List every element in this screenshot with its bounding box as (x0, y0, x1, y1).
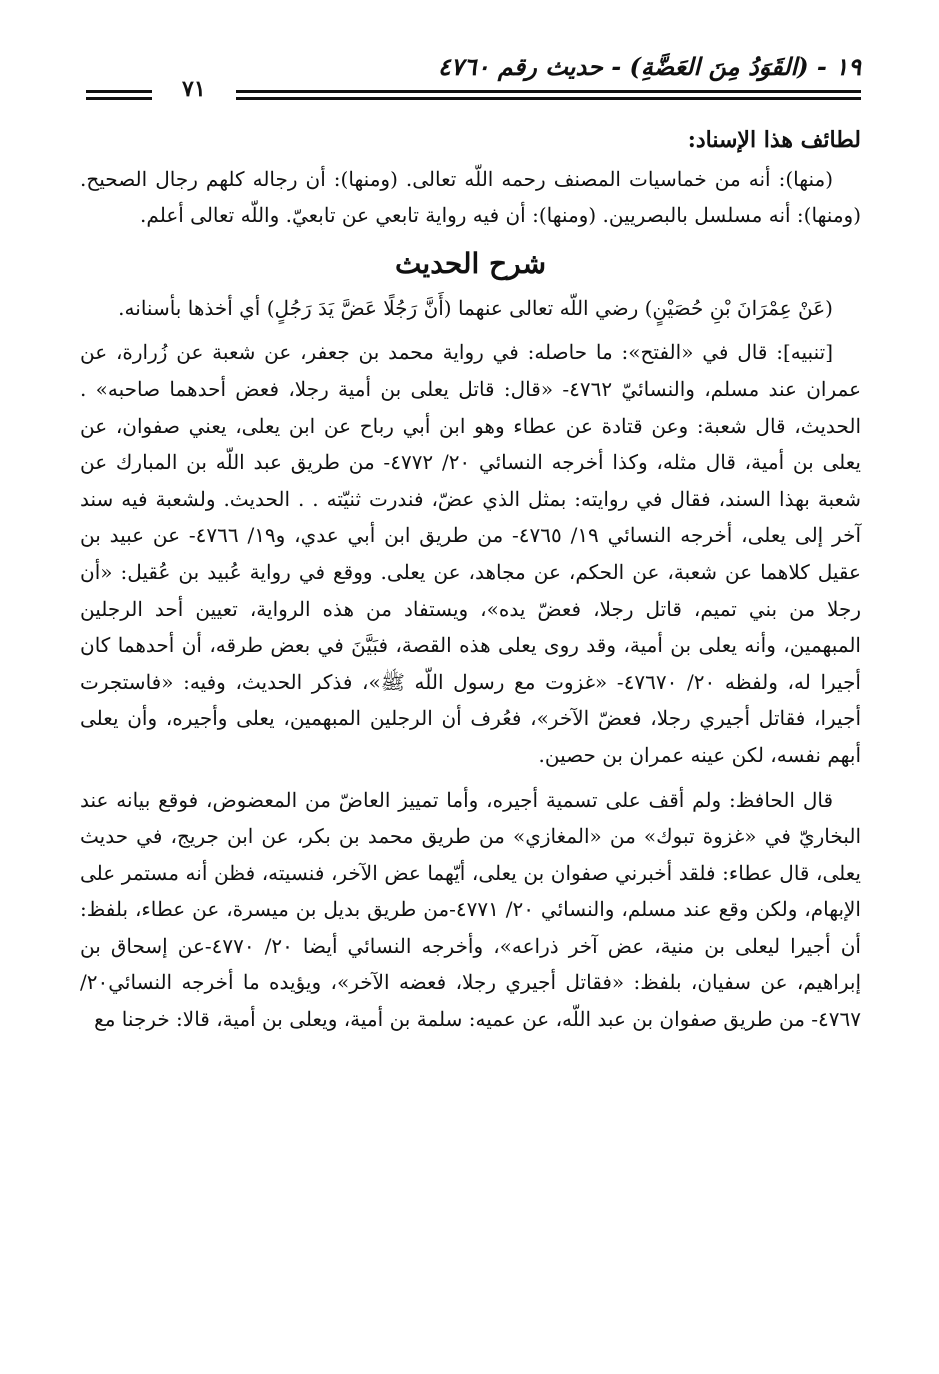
main-heading: شرح الحديث (394, 246, 547, 280)
page-header (86, 52, 861, 102)
page-number: ٧١ (182, 76, 206, 102)
paragraph-isnad-notes: (منها): أنه من خماسيات المصنف رحمه اللّه تعالى. (ومنها): أن رجاله كلهم رجال الصحيح. (ومنها): أنه مسلسل بالبصريين. (ومنها): أن فيه رواية تابعي عن تابعيّ. واللّه تعالى أعلم. (80, 166, 861, 228)
header-rule-left-top (86, 90, 152, 93)
header-rule-right-bottom (236, 97, 861, 100)
running-title: ١٩ - (القَوَدُ مِنَ العَضَّةِ) - حديث رقم ٤٧٦٠ (437, 52, 861, 81)
page-body (80, 118, 861, 1038)
paragraph-hafiz: قال الحافظ: ولم أقف على تسمية أجيره، وأما تمييز العاضّ من المعضوض، فوقع بيانه عند البخاريّ في «غزوة تبوك» من «المغازي» من طريق محمد بن بكر، عن ابن جريج، في حديث يعلى، قال عطاء: فلقد أخبرني صفوان بن يعلى، أيّهما عض الآخر، فنسيته، فظن أنه مستمر على الإبهام، ولكن وقع عند مسلم، والنسائي ٢٠/ ٤٧٧١-من طريق بديل بن ميسرة، عن عطاء، بلفظ: أن أجيرا ليعلى بن منية، عض آخر ذراعه»، وأخرجه النسائي أيضا ٢٠/ ٤٧٧٠-عن إسحاق بن إبراهيم، عن سفيان، بلفظ: «فقاتل أجيري رجلا، فعضه الآخر»، ويؤيده ما أخرجه النسائي٢٠/ ٤٧٦٧- من طريق صفوان بن عبد اللّه، عن عميه: سلمة بن أمية، ويعلى بن أمية، قالا: خرجنا مع (80, 787, 861, 1032)
paragraph-tanbih: [تنبيه]: قال في «الفتح»: ما حاصله: في رواية محمد بن جعفر، عن شعبة عن زُرارة، عن عمران عند مسلم، والنسائيّ ٤٧٦٢- «قال: قاتل يعلى بن أمية رجلا، فعض أحدهما صاحبه» . الحديث، قال شعبة: وعن قتادة عن عطاء وهو ابن أبي رباح عن ابن يعلى، يعني صفوان، عن يعلى بن أمية، قال مثله، وكذا أخرجه النسائي ٢٠/ ٤٧٧٢- من طريق عبد اللّه بن المبارك عن شعبة بهذا السند، فقال في روايته: بمثل الذي عضّ، فندرت ثنيّته . . الحديث. ولشعبة فيه سند آخر إلى يعلى، أخرجه النسائي ١٩/ ٤٧٦٥- من طريق ابن أبي عدي، و١٩/ ٤٧٦٦- عن عبيد بن عقيل كلاهما عن شعبة، عن الحكم، عن مجاهد، عن يعلى. ووقع في رواية عُبيد بن عُقيل: «أن رجلا من بني تميم، قاتل رجلا، فعضّ يده»، ويستفاد من هذه الرواية، تعيين أحد الرجلين المبهمين، وأنه يعلى بن أمية، وقد روى يعلى هذه القصة، فبَيَّنَ في بعض طرقه، أن أحدهما كان أجيرا له، ولفظه ٢٠/ ٤٧٦٧٠- «غزوت مع رسول اللّه ﷺ»، فذكر الحديث، وفيه: «فاستجرت أجيرا، فقاتل أجيري رجلا، فعضّ الآخر»، فعُرف أن الرجلين المبهمين، يعلى وأجيره، وأن يعلى أبهم نفسه، لكن عينه عمران بن حصين. (80, 340, 862, 767)
header-rule-left-bottom (86, 97, 152, 100)
section-title: لطائف هذا الإسناد: (687, 127, 861, 153)
paragraph-hadith-opening: (عَنْ عِمْرَانَ بْنِ حُصَيْنٍ) رضي اللّه تعالى عنهما (أَنَّ رَجُلًا عَضَّ يَدَ رَجُلٍ) أي أخذها بأسنانه. (118, 295, 833, 320)
header-rule-right-top (236, 90, 861, 93)
